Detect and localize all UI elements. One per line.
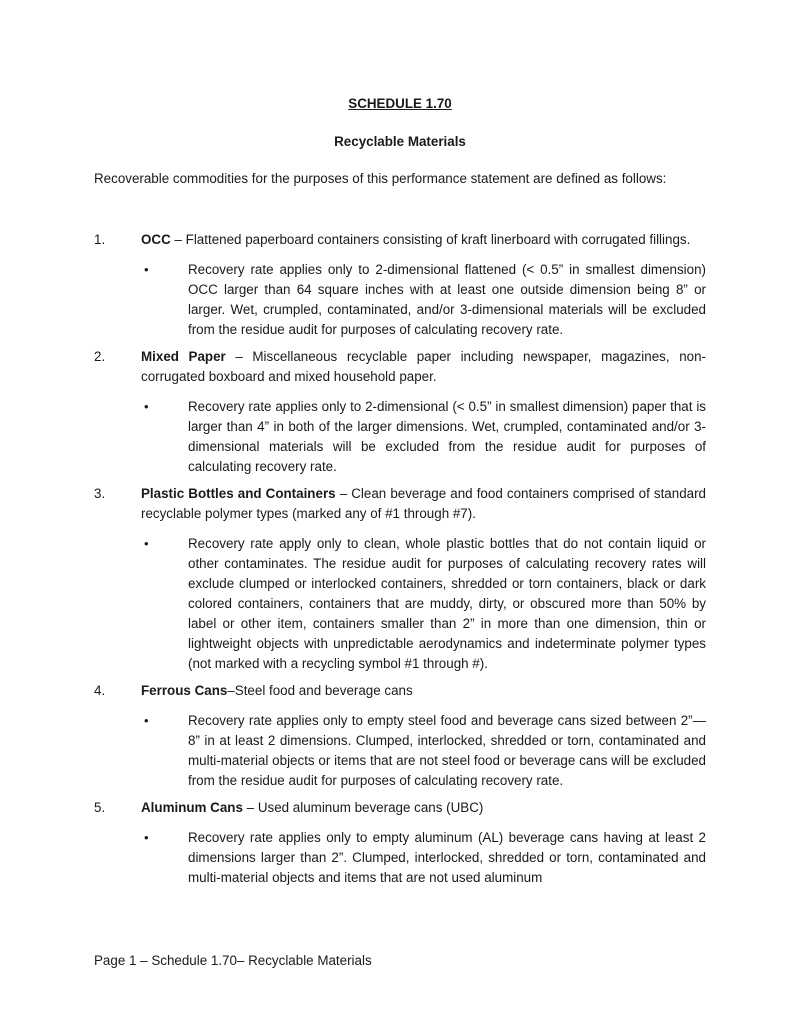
item-description: –Steel food and beverage cans [227,683,413,698]
item-heading [94,681,706,701]
item-term: Aluminum Cans [141,800,243,815]
page-footer: Page 1 – Schedule 1.70– Recyclable Materials [94,953,372,968]
item-heading [94,798,706,818]
bullet-icon: • [144,262,149,277]
item-bullet [94,828,706,888]
bullet-text: Recovery rate applies only to 2-dimensional (< 0.5” in smallest dimension) paper that is larger than 4” in both of the larger dimensions. Wet, crumpled, contaminated and/or 3-dimensional materials will be excluded from the residue audit for purposes of calculating recovery rate. [188,399,706,474]
bullet-icon: • [144,536,149,551]
item-bullet [94,534,706,674]
list-item-ferrous-cans [94,681,706,791]
bullet-icon: • [144,830,149,845]
item-bullet [94,397,706,477]
item-heading [94,230,706,250]
item-term: OCC [141,232,171,247]
materials-list [94,230,706,895]
list-item-aluminum-cans [94,798,706,888]
intro-paragraph: Recoverable commodities for the purposes of this performance statement are defined as follows: [94,171,667,186]
item-number: 3. [94,486,106,501]
document-subtitle: Recyclable Materials [334,134,466,149]
schedule-title: SCHEDULE 1.70 [348,96,452,111]
item-number: 4. [94,683,106,698]
bullet-icon: • [144,399,149,414]
item-heading [94,484,706,524]
item-term: Ferrous Cans [141,683,228,698]
item-description: – Clean beverage and food containers comprised of standard recyclable polymer types (marked any of #1 through #7). [141,486,706,521]
item-description: – Used aluminum beverage cans (UBC) [242,800,484,815]
bullet-text: Recovery rate applies only to empty steel food and beverage cans sized between 2”— 8” in at least 2 dimensions. Clumped, interlocked, shredded or torn, contaminated and multi-material objects or items that are not steel food or beverage cans will be excluded from the residue audit for purposes of calculating recovery rate. [188,713,706,788]
bullet-text: Recovery rate applies only to 2-dimensional flattened (< 0.5” in smallest dimension) OCC larger than 64 square inches with at least one outside dimension being 8” or larger. Wet, crumpled, contaminated, and/or 3-dimensional materials will be excluded from the residue audit for purposes of calculating recovery rate. [188,262,706,337]
item-bullet [94,711,706,791]
item-bullet [94,260,706,340]
bullet-icon: • [144,713,149,728]
item-number: 1. [94,232,106,247]
item-description: – Miscellaneous recyclable paper including newspaper, magazines, non-corrugated boxboard and mixed household paper. [141,349,706,384]
list-item-occ [94,230,706,340]
item-term: Plastic Bottles and Containers [141,486,336,501]
item-term: Mixed Paper [141,349,226,364]
item-description: – Flattened paperboard containers consisting of kraft linerboard with corrugated fillings. [170,232,691,247]
bullet-text: Recovery rate applies only to empty aluminum (AL) beverage cans having at least 2 dimensions larger than 2”. Clumped, interlocked, shredded or torn, contaminated and multi-material objects and items that are not used aluminum [188,830,706,885]
item-number: 2. [94,349,106,364]
bullet-text: Recovery rate apply only to clean, whole plastic bottles that do not contain liquid or other contaminates. The residue audit for purposes of calculating recovery rates will exclude clumped or interlocked containers, shredded or torn containers, black or dark colored containers, containers that are muddy, dirty, or obscured more than 50% by label or other item, containers smaller than 2” in more than one dimension, thin or lightweight objects with unpredictable aerodynamics and indeterminate polymer types (not marked with a recycling symbol #1 through #). [188,536,706,671]
item-number: 5. [94,800,106,815]
item-heading [94,347,706,387]
list-item-plastic [94,484,706,674]
list-item-mixed-paper [94,347,706,477]
